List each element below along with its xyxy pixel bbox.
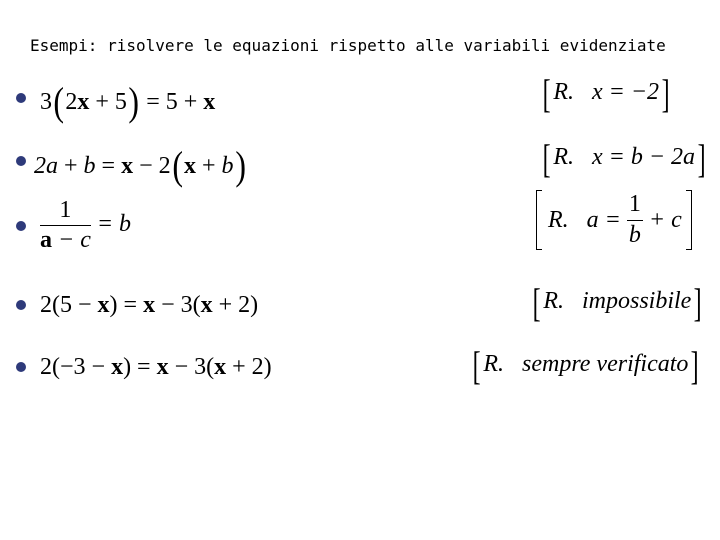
answer-2 <box>540 136 708 181</box>
answer-r: R. <box>483 351 504 377</box>
bracket-close: ] <box>691 343 700 388</box>
answer-numerator: 1 <box>627 192 643 220</box>
page-title: Esempi: risolvere le equazioni rispetto alle variabili evidenziate <box>30 36 666 55</box>
bullet-icon <box>16 221 26 231</box>
eq1-paren-close: ) <box>128 79 139 124</box>
answer-body: impossibile <box>582 288 692 314</box>
eq4-term: ) = <box>109 292 144 318</box>
eq2-paren-close: ) <box>234 143 246 188</box>
eq3-numerator: 1 <box>40 198 91 226</box>
eq5-term: + 2) <box>226 354 272 380</box>
equation-4 <box>40 293 258 317</box>
eq1-paren-open: ( <box>53 79 64 124</box>
bracket-close <box>686 190 692 250</box>
bracket-open: [ <box>542 136 551 181</box>
answer-body: x = b − 2a <box>592 144 696 170</box>
eq4-term: − 3( <box>155 292 201 318</box>
answer-body: x = −2 <box>592 79 660 105</box>
answer-fraction <box>627 192 643 247</box>
eq2-term: + <box>195 153 222 179</box>
equation-2 <box>34 143 247 188</box>
eq3-variable: a <box>40 227 52 254</box>
eq2-term: b <box>221 153 234 179</box>
answer-r: R. <box>553 79 574 105</box>
eq4-term: + 2) <box>212 292 259 318</box>
equation-3 <box>40 198 131 253</box>
answer-5 <box>470 343 702 388</box>
eq1-term: = 5 + <box>140 89 204 115</box>
answer-4 <box>530 280 705 325</box>
eq2-term: − 2 <box>133 153 171 179</box>
eq2-term: 2a <box>34 153 58 179</box>
eq5-term: − 3( <box>168 354 215 380</box>
answer-1 <box>540 71 672 116</box>
bracket-close: ] <box>661 71 670 116</box>
equation-1 <box>40 79 216 124</box>
answer-lhs: a = <box>586 207 627 233</box>
eq5-variable: x <box>111 354 124 380</box>
bracket-open: [ <box>472 343 481 388</box>
eq2-term: + <box>58 153 84 179</box>
eq5-variable: x <box>156 354 169 380</box>
bullet-icon <box>16 300 26 310</box>
eq5-variable: x <box>214 354 227 380</box>
bullet-icon <box>16 93 26 103</box>
eq4-variable: x <box>97 292 110 318</box>
eq3-denominator-rest: − c <box>52 227 91 254</box>
bracket-close: ] <box>697 136 706 181</box>
bullet-icon <box>16 362 26 372</box>
eq4-term: 2(5 − <box>40 292 98 318</box>
eq3-rhs: = b <box>90 211 132 238</box>
answer-rhs: + c <box>642 207 682 233</box>
bracket-open: [ <box>532 280 541 325</box>
eq5-term: 2(−3 − <box>40 354 112 380</box>
eq4-variable: x <box>143 292 156 318</box>
answer-3 <box>536 190 692 250</box>
answer-denominator: b <box>628 221 641 248</box>
eq4-variable: x <box>200 292 213 318</box>
eq5-term: ) = <box>123 354 157 380</box>
bullet-icon <box>16 156 26 166</box>
bracket-close: ] <box>694 280 703 325</box>
eq3-denominator <box>40 226 91 253</box>
bracket-open: [ <box>542 71 551 116</box>
eq2-variable: x <box>121 153 134 179</box>
answer-body: sempre verificato <box>522 351 689 377</box>
eq2-term: b <box>83 153 96 179</box>
bracket-open <box>536 190 542 250</box>
eq2-variable: x <box>183 153 196 179</box>
eq2-paren-open: ( <box>171 143 183 188</box>
answer-r: R. <box>548 207 569 233</box>
answer-r: R. <box>543 288 564 314</box>
eq1-variable: x <box>77 89 90 115</box>
equation-5 <box>40 355 272 379</box>
answer-r: R. <box>553 144 574 170</box>
eq3-fraction <box>40 198 91 253</box>
eq1-variable: x <box>203 89 216 115</box>
eq1-term: 2 <box>65 89 78 115</box>
eq1-term: 3 <box>40 89 52 115</box>
eq2-term: = <box>95 153 122 179</box>
eq1-term: + 5 <box>89 89 127 115</box>
